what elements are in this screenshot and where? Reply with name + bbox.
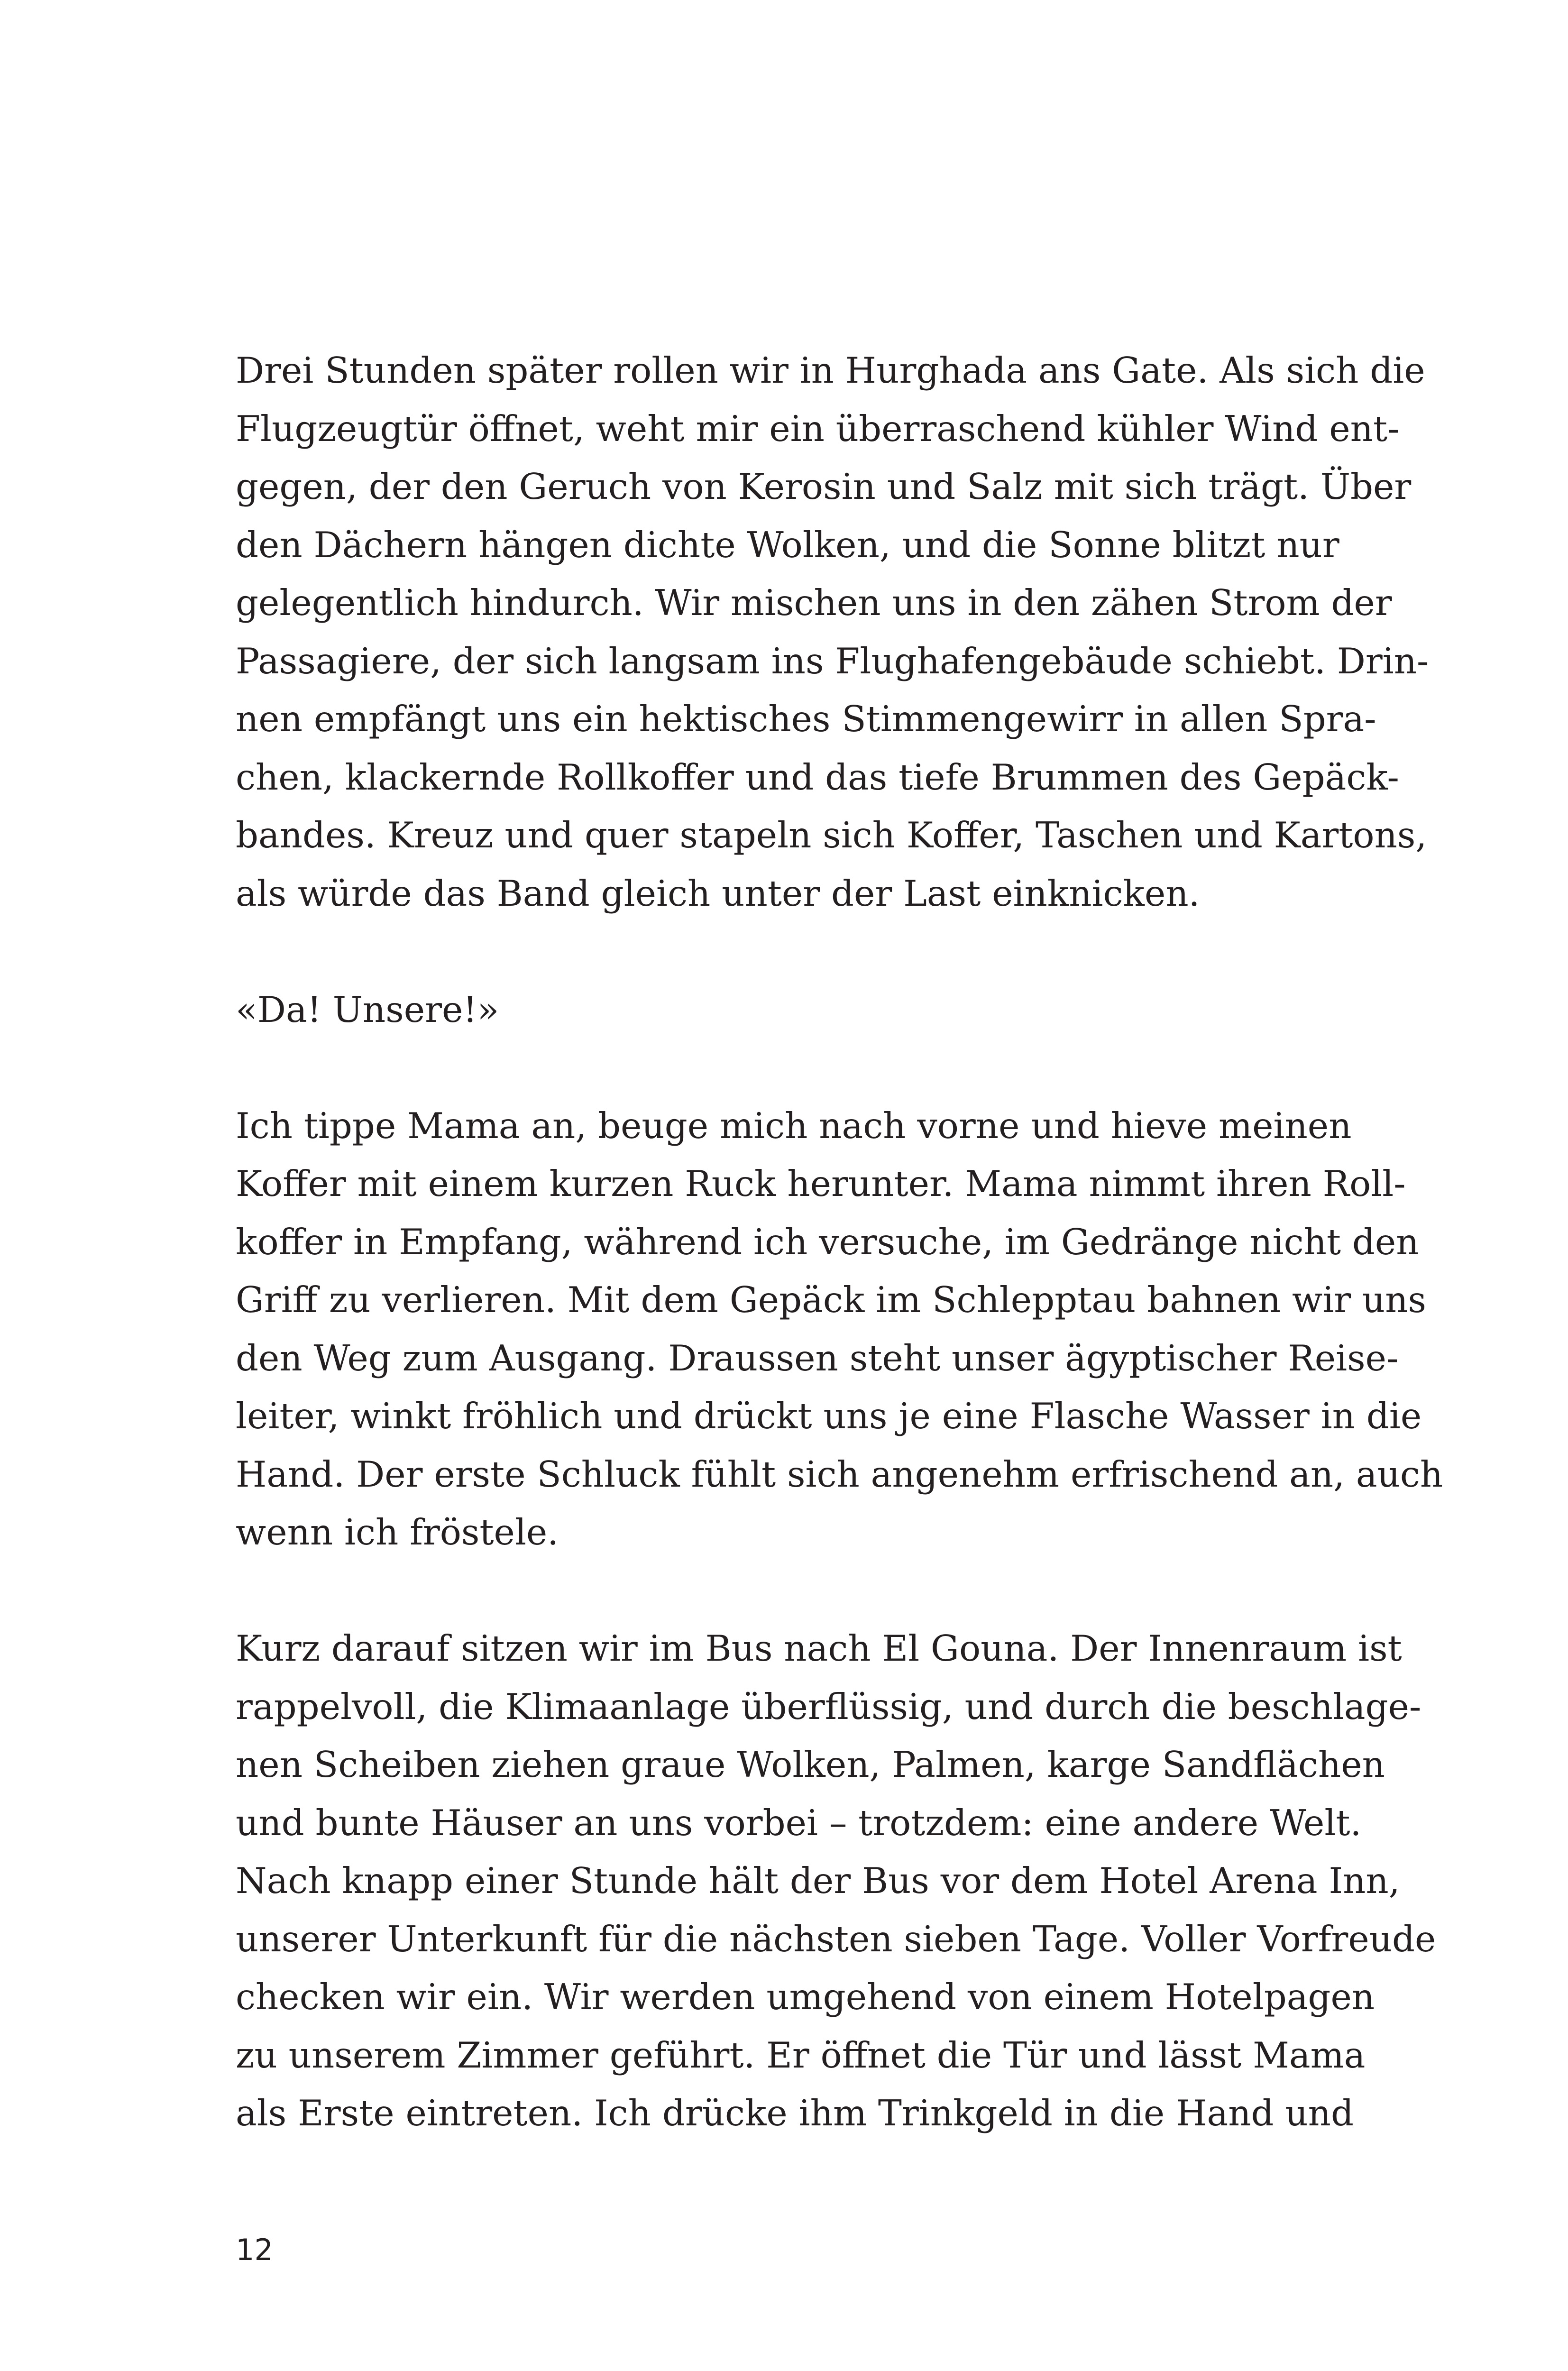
text-line: als würde das Band gleich unter der Last einknicken. bbox=[236, 872, 1200, 914]
text-line: Passagiere, der sich langsam ins Flughafengebäude schiebt. Drin- bbox=[236, 640, 1429, 682]
text-line: Drei Stunden später rollen wir in Hurghada ans Gate. Als sich die bbox=[236, 349, 1425, 391]
paragraph-gap bbox=[236, 922, 1335, 981]
text-line: rappelvoll, die Klimaanlage überflüssig, und durch die beschlage- bbox=[236, 1685, 1421, 1728]
text-line: nen empfängt uns ein hektisches Stimmengewirr in allen Spra- bbox=[236, 698, 1376, 740]
text-line: bandes. Kreuz und quer stapeln sich Koffer, Taschen und Kartons, bbox=[236, 814, 1427, 856]
text-line: Flugzeugtür öffnet, weht mir ein überraschend kühler Wind ent- bbox=[236, 407, 1400, 450]
text-line: chen, klackernde Rollkoffer und das tiefe Brummen des Gepäck- bbox=[236, 756, 1399, 798]
text-line: den Dächern hängen dichte Wolken, und die Sonne blitzt nur bbox=[236, 524, 1339, 566]
text-line: den Weg zum Ausgang. Draussen steht unser ägyptischer Reise- bbox=[236, 1337, 1399, 1379]
text-line: Koffer mit einem kurzen Ruck herunter. Mama nimmt ihren Roll- bbox=[236, 1163, 1406, 1204]
text-line: leiter, winkt fröhlich und drückt uns je eine Flasche Wasser in die bbox=[236, 1395, 1422, 1437]
text-line: Hand. Der erste Schluck fühlt sich angenehm erfrischend an, auch bbox=[236, 1453, 1443, 1495]
paragraph bbox=[236, 341, 1429, 922]
text-line: checken wir ein. Wir werden umgehend von einem Hotelpagen bbox=[236, 1976, 1375, 2018]
body-text bbox=[236, 341, 1443, 2142]
text-line: wenn ich fröstele. bbox=[236, 1511, 559, 1553]
paragraph-gap bbox=[236, 1562, 1335, 1620]
text-line: nen Scheiben ziehen graue Wolken, Palmen, karge Sandflächen bbox=[236, 1744, 1385, 1785]
paragraph bbox=[236, 1097, 1443, 1562]
text-line: Griff zu verlieren. Mit dem Gepäck im Schlepptau bahnen wir uns bbox=[236, 1279, 1426, 1321]
text-line: als Erste eintreten. Ich drücke ihm Trinkgeld in die Hand und bbox=[236, 2092, 1354, 2134]
text-line: gegen, der den Geruch von Kerosin und Salz mit sich trägt. Über bbox=[236, 466, 1412, 507]
text-line: gelegentlich hindurch. Wir mischen uns in den zähen Strom der bbox=[236, 582, 1392, 624]
paragraph bbox=[236, 981, 1335, 1039]
text-line: koffer in Empfang, während ich versuche, im Gedränge nicht den bbox=[236, 1221, 1419, 1263]
text-line: und bunte Häuser an uns vorbei – trotzdem: eine andere Welt. bbox=[236, 1801, 1362, 1844]
text-line: unserer Unterkunft für die nächsten sieben Tage. Voller Vorfreude bbox=[236, 1918, 1436, 1960]
page-number: 12 bbox=[236, 2233, 273, 2267]
text-line: «Da! Unsere!» bbox=[236, 988, 499, 1030]
paragraph-gap bbox=[236, 1038, 1335, 1097]
text-line: Nach knapp einer Stunde hält der Bus vor dem Hotel Arena Inn, bbox=[236, 1860, 1400, 1902]
text-line: zu unserem Zimmer geführt. Er öffnet die Tür und lässt Mama bbox=[236, 2034, 1366, 2076]
text-line: Ich tippe Mama an, beuge mich nach vorne und hieve meinen bbox=[236, 1104, 1352, 1147]
paragraph bbox=[236, 1619, 1436, 2142]
text-line: Kurz darauf sitzen wir im Bus nach El Gouna. Der Innenraum ist bbox=[236, 1627, 1402, 1669]
